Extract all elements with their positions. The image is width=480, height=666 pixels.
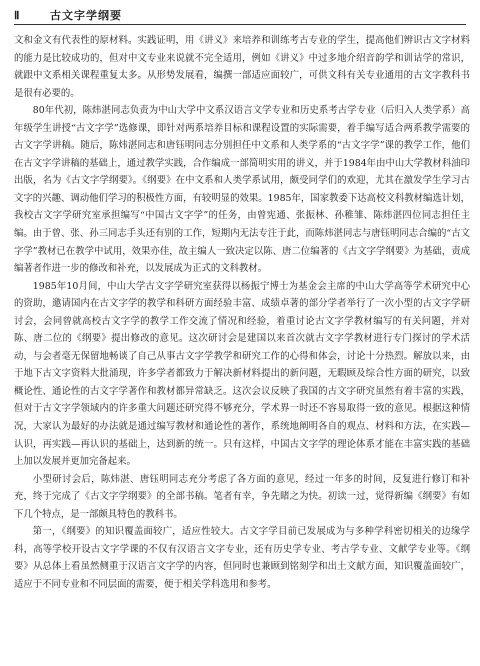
body-text: [14, 32, 470, 594]
paragraph: 1985年10月间，中山大学古文字学研究室获得以杨振宁博士为基金会主席的中山大学高等学术研究中心的资助，邀请国内在古文字学的教学和科研方面经验丰富、成绩卓著的部分学者举行了一次小型的古文字学研讨会，会同曾就高校古文字学的教学工作交流了情况和经验，着重讨论古文字学教材编写的有关问题，并对陈、唐二位的《纲要》提出修改的意见。这次研讨会是建国以来首次就古文字学教材进行专门探讨的学术活动，与会者毫无保留地畅谈了自己从事古文字学教学和研究工作的心得和体会，讨论十分热烈。解放以来，由于地下古文字资料大批涌现，许多学者都致力于解决新材料提出的新问题，无暇顾及综合性方面的研究，以致概论性、通论性的古文字学著作和教材都异常缺乏。这次会议反映了我国的古文字研究虽然有着丰富的实践，但对于古文字学领域内的许多重大问题还研究得不够充分，学术界一时还不容易取得一致的意见。根据这种情况，大家认为最好的办法就是通过编写教材和通论性的著作，系统地阐明各自的观点、材料和方法，在实践—认识，再实践—再认识的基础上，达到新的统一。只有这样，中国古文字学的理论体系才能在丰富实践的基础上加以发展并更加完备起来。: [14, 280, 470, 468]
page-number: Ⅱ: [14, 9, 20, 22]
running-header: [14, 6, 466, 25]
paragraph: 文和金文有代表性的原材料。实践证明，用《讲义》来培养和训练考古专业的学生，提高他们辨识古文字材料的能力是比较成功的，但对中文专业来说就不完全适用，例如《讲义》中过多地介绍音韵学和训诂学的常识，就跟中文系相关课程重复太多。从形势发展看，编撰一部适应面较广，可供文科有关专业通用的古文字教科书是很有必要的。: [14, 35, 470, 99]
paragraph: 80年代初，陈炜湛同志负责为中山大学中文系汉语言文学专业和历史系考古学专业（后归入人类学系）高年级学生讲授“古文字学”选修课，即针对两系培养目标和课程设置的实际需要，着手编写适合两系教学需要的古文字学讲稿。随后，陈炜湛同志和唐钰明同志分别担任中文系和人类学系的“古文字学”课的教学工作，他们在古文字学讲稿的基础上，通过教学实践，合作编成一部简明实用的讲义，并于1984年由中山大学教材科油印出版，名为《古文字学纲要》。《纲要》在中文系和人类学系试用，颇受同学们的欢迎，尤其在激发学生学习古文字的兴趣、调动他们学习的积极性方面，有较明显的效果。1985年，国家教委下达高校文科教材编选计划，我校古文字学研究室承担编写“中国古文字学”的任务，由曾宪通、张振林、孙稚雏、陈炜湛四位同志担任主编。由于曾、张、孙三同志手头还有别的工作，短期内无法专注于此，而陈炜湛同志与唐钰明同志合编的“古文字学”教材已在教学中试用，效果亦佳，故主编人一致决定以陈、唐二位编著的《古文字学纲要》为基础，责成编著者作进一步的修改和补充，以发展成为正式的文科教材。: [14, 105, 470, 275]
paragraph: 小型研讨会后，陈炜湛、唐钰明同志充分考虑了各方面的意见，经过一年多的时间，反复进行修订和补充，终于完成了《古文字学纲要》的全部书稿。笔者有幸，争先睹之为快。初读一过，觉得新编《纲要》有如下几个特点，是一部颇具特色的教科书。: [14, 473, 470, 520]
running-header-title: 古文字学纲要: [50, 9, 122, 22]
paragraph: 第一，《纲要》的知识覆盖面较广，适应性较大。古文字学目前已发展成为与多种学科密切相关的边缘学科，高等学校开设古文字学课的不仅有汉语言文字专业，还有历史学专业、考古学专业、文献学专业等。《纲要》从总体上看虽然侧重于汉语言文字学的内容，但同时也兼顾到铭刻学和出土文献方面，知识覆盖面较广，适应于不同专业和不同层面的需要，便于相关学科选用和参考。: [14, 526, 470, 590]
